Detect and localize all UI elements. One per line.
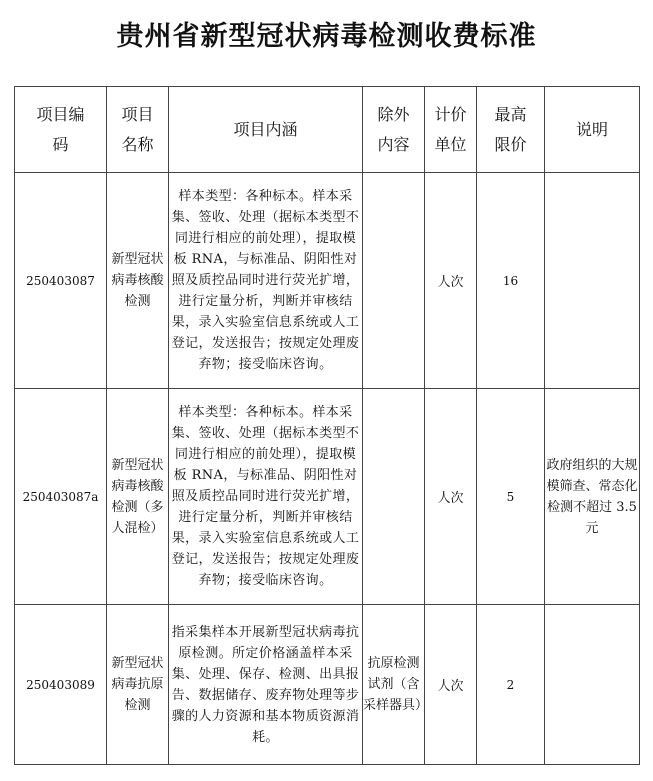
table-row bbox=[15, 173, 640, 389]
table-row bbox=[15, 605, 640, 765]
item-excluded bbox=[363, 389, 425, 605]
item-unit: 人次 bbox=[425, 389, 477, 605]
item-code: 250403087 bbox=[15, 173, 107, 389]
item-unit: 人次 bbox=[425, 173, 477, 389]
item-max-price: 5 bbox=[477, 389, 545, 605]
item-name: 新型冠状病毒核酸检测（多人混检） bbox=[107, 389, 169, 605]
item-excluded: 抗原检测试剂（含采样器具） bbox=[363, 605, 425, 765]
header-note: 说明 bbox=[545, 87, 640, 173]
item-content: 样本类型：各种标本。样本采集、签收、处理（据标本类型不同进行相应的前处理），提取模板 RNA，与标准品、阴阳性对照及质控品同时进行荧光扩增，进行定量分析，判断并审核结果，录入实验室信息系统或人工登记，发送报告；按规定处理废弃物；接受临床咨询。 bbox=[169, 173, 363, 389]
item-code: 250403087a bbox=[15, 389, 107, 605]
page-title: 贵州省新型冠状病毒检测收费标准 bbox=[116, 21, 537, 52]
item-note bbox=[545, 605, 640, 765]
table-header-row bbox=[15, 87, 640, 173]
item-code: 250403089 bbox=[15, 605, 107, 765]
item-note: 政府组织的大规模筛查、常态化检测不超过 3.5 元 bbox=[545, 389, 640, 605]
header-excluded: 除外 内容 bbox=[363, 87, 425, 173]
table-row bbox=[15, 389, 640, 605]
header-content: 项目内涵 bbox=[169, 87, 363, 173]
header-unit: 计价 单位 bbox=[425, 87, 477, 173]
item-content: 样本类型：各种标本。样本采集、签收、处理（据标本类型不同进行相应的前处理），提取模板 RNA，与标准品、阴阳性对照及质控品同时进行荧光扩增，进行定量分析，判断并审核结果，录入实验室信息系统或人工登记，发送报告；按规定处理废弃物；接受临床咨询。 bbox=[169, 389, 363, 605]
fee-table bbox=[14, 86, 640, 765]
header-max-price: 最高 限价 bbox=[477, 87, 545, 173]
header-code: 项目编 码 bbox=[15, 87, 107, 173]
item-name: 新型冠状病毒抗原检测 bbox=[107, 605, 169, 765]
item-max-price: 16 bbox=[477, 173, 545, 389]
item-name: 新型冠状病毒核酸检测 bbox=[107, 173, 169, 389]
item-unit: 人次 bbox=[425, 605, 477, 765]
header-name: 项目 名称 bbox=[107, 87, 169, 173]
item-max-price: 2 bbox=[477, 605, 545, 765]
item-content: 指采集样本开展新型冠状病毒抗原检测。所定价格涵盖样本采集、处理、保存、检测、出具报告、数据储存、废弃物处理等步骤的人力资源和基本物质资源消耗。 bbox=[169, 605, 363, 765]
item-excluded bbox=[363, 173, 425, 389]
item-note bbox=[545, 173, 640, 389]
